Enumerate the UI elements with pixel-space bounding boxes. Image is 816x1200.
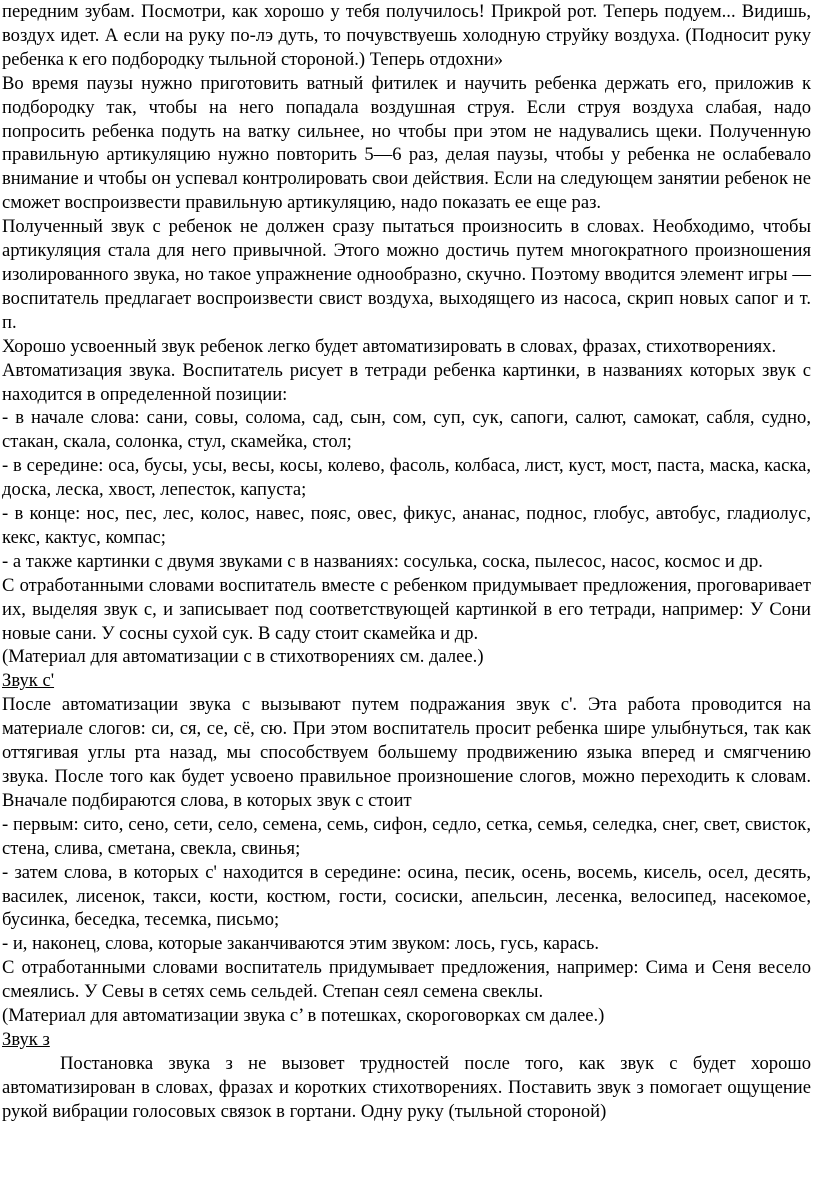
list-item-middle-of-word: - в середине: оса, бусы, усы, весы, косы, колево, фасоль, колбаса, лист, куст, мост, паста, маска, каска, доска, леска, хвост, лепесток, капуста; <box>2 455 811 501</box>
section-heading-s-soft: Звук с' <box>2 670 55 692</box>
paragraph-sentences-2: С отработанными словами воспитатель придумывает предложения, например: Сима и Сеня весело смеялись. У Севы в сетях семь сельдей. Степан сеял семена свеклы. <box>2 957 811 1003</box>
paragraph-5: Автоматизация звука. Воспитатель рисует в тетради ребенка картинки, в названиях которых звук с находится в определенной позиции: <box>2 359 811 405</box>
paragraph-note-2: (Материал для автоматизации звука с’ в потешках, скороговорках см далее.) <box>2 1005 605 1027</box>
list-item-start-of-word: - в начале слова: сани, совы, солома, сад, сын, сом, суп, сук, сапоги, салют, самокат, сабля, судно, стакан, скала, солонка, стул, скамейка, стол; <box>2 407 811 453</box>
list-item-end-of-word: - в конце: нос, пес, лес, колос, навес, пояс, овес, фикус, ананас, поднос, глобус, автобус, гладиолус, кекс, кактус, компас; <box>2 503 811 548</box>
paragraph-1: передним зубам. Посмотри, как хорошо у тебя получилось! Прикрой рот. Теперь подуем... Видишь, воздух идет. А если на руку по-лэ дуть, то почувствуешь холодную струйку воздуха. (Подносит руку ребенка к его подбородку тыльной стороной.) Теперь отдохни» <box>2 1 811 70</box>
paragraph-sentences: С отработанными словами воспитатель вместе с ребенком придумывает предложения, проговаривает их, выделяя звук с, и записывает под соответствующей картинкой в его тетради, например: У Сони новые сани. У сосны сухой сук. В саду стоит скамейка и др. <box>2 574 811 644</box>
list-item-final: - и, наконец, слова, которые заканчиваются этим звуком: лось, гусь, карась. <box>2 933 599 955</box>
list-item-first: - первым: сито, сено, сети, село, семена, семь, сифон, седло, сетка, семья, селедка, снег, свет, свисток, стена, слива, сметана, свекла, свинья; <box>2 813 811 859</box>
paragraph-note-1: (Материал для автоматизации с в стихотворениях см. далее.) <box>2 646 484 668</box>
section-heading-z: Звук з <box>2 1028 50 1050</box>
paragraph-s-soft-intro: После автоматизации звука с вызывают путем подражания звук с'. Эта работа проводится на материале слогов: си, ся, се, сё, сю. При этом воспитатель просит ребенка шире улыбнуться, так как оттягивая углы рта назад, мы способствуем большему продвижению языка вперед и смягчению звука. После того как будет усвоено правильное произношение слогов, можно переходить к словам. Вначале подбираются слова, в которых звук с стоит <box>2 694 811 811</box>
list-item-two-sounds: - а также картинки с двумя звуками с в названиях: сосулька, соска, пылесос, насос, космос и др. <box>2 550 763 572</box>
paragraph-4: Хорошо усвоенный звук ребенок легко будет автоматизировать в словах, фразах, стихотворениях. <box>2 335 777 357</box>
paragraph-2: Во время паузы нужно приготовить ватный фитилек и научить ребенка держать его, приложив к подбородку так, чтобы на него попадала воздушная струя. Если струя воздуха слабая, надо попросить ребенка подуть на ватку сильнее, но чтобы при этом не надувались щеки. Полученную правильную артикуляцию нужно повторить 5—6 раз, делая паузы, чтобы у ребенка не ослабевало внимание и чтобы он успевал контролировать свои действия. Если на следующем занятии ребенок не сможет воспроизвести правильную артикуляцию, надо показать ее еще раз. <box>2 72 811 214</box>
paragraph-z-intro: Постановка звука з не вызовет трудностей после того, как звук с будет хорошо автоматизирован в словах, фразах и коротких стихотворениях. Поставить звук з помогает ощущение рукой вибрации голосовых связок в гортани. Одну руку (тыльной стороной) <box>2 1052 811 1122</box>
paragraph-3: Полученный звук с ребенок не должен сразу пытаться произносить в словах. Необходимо, чтобы артикуляция стала для него привычной. Этого можно достичь путем многократного произношения изолированного звука, но такое упражнение однообразно, скучно. Поэтому вводится элемент игры — воспитатель предлагает воспроизвести свист воздуха, выходящего из насоса, скрип новых сапог и т. п. <box>2 216 811 333</box>
list-item-middle: - затем слова, в которых с' находится в середине: осина, песик, осень, восемь, кисель, осел, десять, василек, лисенок, такси, кости, костюм, гости, сосиски, апельсин, лесенка, велосипед, насекомое, бусинка, беседка, тесемка, письмо; <box>2 861 811 931</box>
